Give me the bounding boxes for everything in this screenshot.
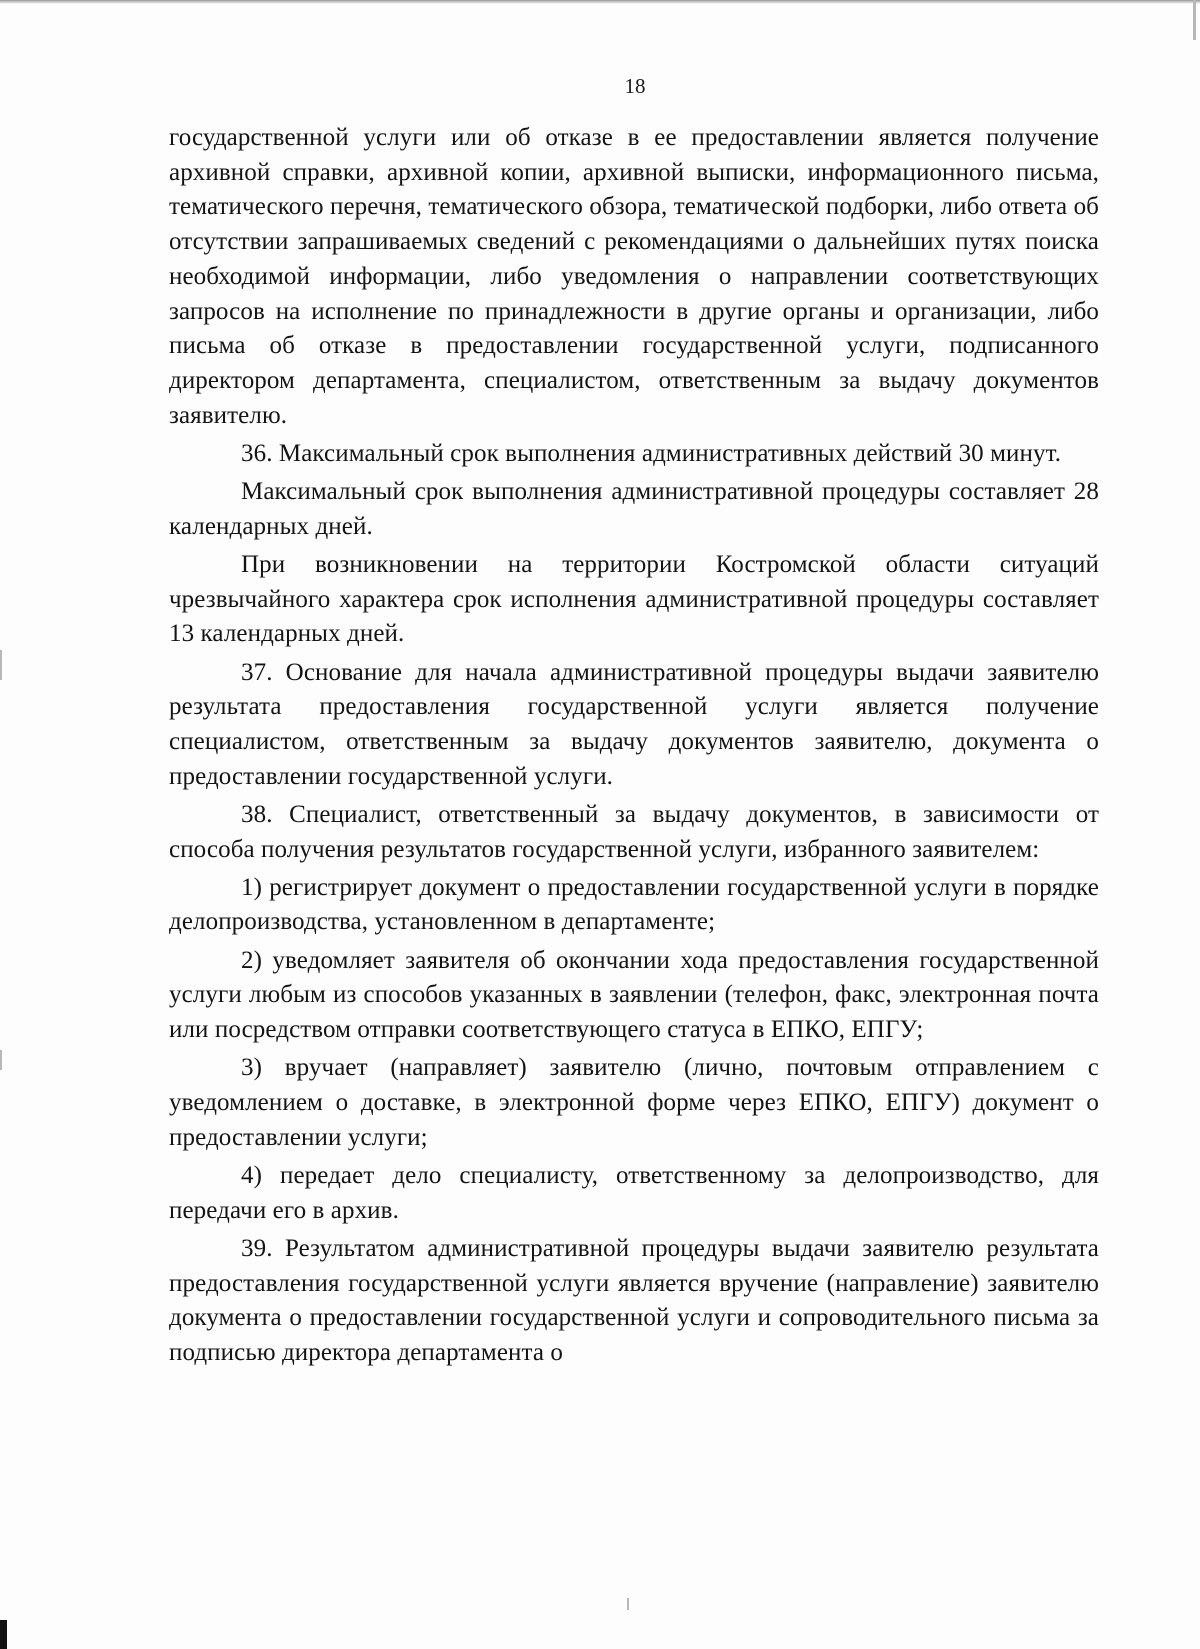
paragraph-emergency: При возникновении на территории Костромской области ситуаций чрезвычайного характера срок исполнения административной процедуры составляет 13 календарных дней. <box>169 550 1099 648</box>
paragraph-continuation: государственной услуги или об отказе в ее предоставлении является получение архивной справки, архивной копии, архивной выписки, информационного письма, тематического перечня, тематического обзора, тематической подборки, либо ответа об отсутствии запрашиваемых сведений с рекомендациями о дальнейших путях поиска необходимой информации, либо уведомления о направлении соответствующих запросов на исполнение по принадлежности в другие органы и организации, либо письма об отказе в предоставлении государственной услуги, подписанного директором департамента, специалистом, ответственным за выдачу документов заявителю. <box>169 124 1099 429</box>
paragraph-36: 36. Максимальный срок выполнения административных действий 30 минут. <box>241 439 1062 467</box>
document-body <box>169 121 1099 1374</box>
scan-top-edge <box>0 0 1200 4</box>
paragraph-39: 39. Результатом административной процедуры выдачи заявителю результата предоставления государственной услуги является вручение (направление) заявителю документа о предоставлении государственной услуги и сопроводительного письма за подписью директора департамента о <box>169 1234 1099 1366</box>
paragraph-max-term: Максимальный срок выполнения административной процедуры составляет 28 календарных дней. <box>169 478 1099 540</box>
paragraph-37: 37. Основание для начала административной процедуры выдачи заявителю результата предоставления государственной услуги является получение специалистом, ответственным за выдачу документов заявителю, документа о предоставлении государственной услуги. <box>169 658 1099 790</box>
list-item-4: 4) передает дело специалисту, ответственному за делопроизводство, для передачи его в архив. <box>169 1161 1099 1224</box>
page-number: 18 <box>624 74 646 98</box>
list-item-3: 3) вручает (направляет) заявителю (лично, почтовым отправлением с уведомлением о доставке, в электронной форме через ЕПКО, ЕПГУ) документ о предоставлении услуги; <box>169 1054 1099 1151</box>
paragraph-38: 38. Специалист, ответственный за выдачу документов, в зависимости от способа получения результатов государственной услуги, избранного заявителем: <box>169 800 1099 863</box>
scan-noise <box>0 650 2 680</box>
scan-noise <box>1193 0 1196 40</box>
list-item-2: 2) уведомляет заявителя об окончании хода предоставления государственной услуги любым из способов указанных в заявлении (телефон, факс, электронная почта или посредством отправки соответствующего статуса в ЕПКО, ЕПГУ; <box>169 946 1099 1044</box>
list-item-1: 1) регистрирует документ о предоставлении государственной услуги в порядке делопроизводства, установленном в департаменте; <box>169 873 1099 936</box>
scan-noise <box>0 1050 2 1070</box>
scan-noise <box>627 1598 629 1610</box>
scan-left-mark <box>0 1620 7 1649</box>
